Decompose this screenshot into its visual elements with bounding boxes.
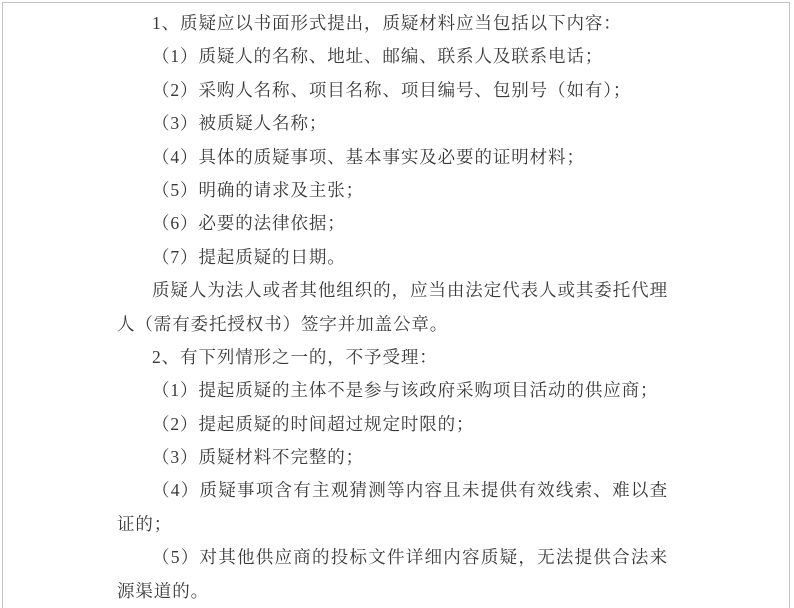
- document-line: （2）提起质疑的时间超过规定时限的；: [152, 413, 475, 434]
- document-line: （3）质疑材料不完整的；: [152, 447, 365, 468]
- document-line: 1、质疑应以书面形式提出，质疑材料应当包括以下内容：: [152, 13, 622, 33]
- document-line: 人（需有委托授权书）签字并加盖公章。: [117, 313, 449, 334]
- document-line: （5）对其他供应商的投标文件详细内容质疑，无法提供合法来: [152, 547, 668, 568]
- document-line: （4）具体的质疑事项、基本事实及必要的证明材料；: [152, 146, 585, 167]
- document-line: 源渠道的。: [117, 580, 209, 601]
- document-line: （5）明确的请求及主张；: [152, 179, 365, 200]
- document-line: （6）必要的法律依据；: [152, 213, 346, 234]
- document-line: 2、有下列情形之一的，不予受理：: [152, 346, 438, 367]
- document-body: [117, 7, 668, 608]
- document-line: （1）质疑人的名称、地址、邮编、联系人及联系电话；: [152, 46, 604, 67]
- document-line: 证的；: [117, 513, 173, 534]
- document-line: （2）采购人名称、项目名称、项目编号、包别号（如有）；: [152, 79, 632, 100]
- document-line: （7）提起质疑的日期。: [152, 246, 346, 267]
- document-line: （1）提起质疑的主体不是参与该政府采购项目活动的供应商；: [152, 380, 659, 401]
- document-line: （4）质疑事项含有主观猜测等内容且未提供有效线索、难以查: [152, 480, 668, 501]
- document-line: （3）被质疑人名称；: [152, 113, 328, 134]
- document-line: 质疑人为法人或者其他组织的，应当由法定代表人或其委托代理: [152, 280, 668, 301]
